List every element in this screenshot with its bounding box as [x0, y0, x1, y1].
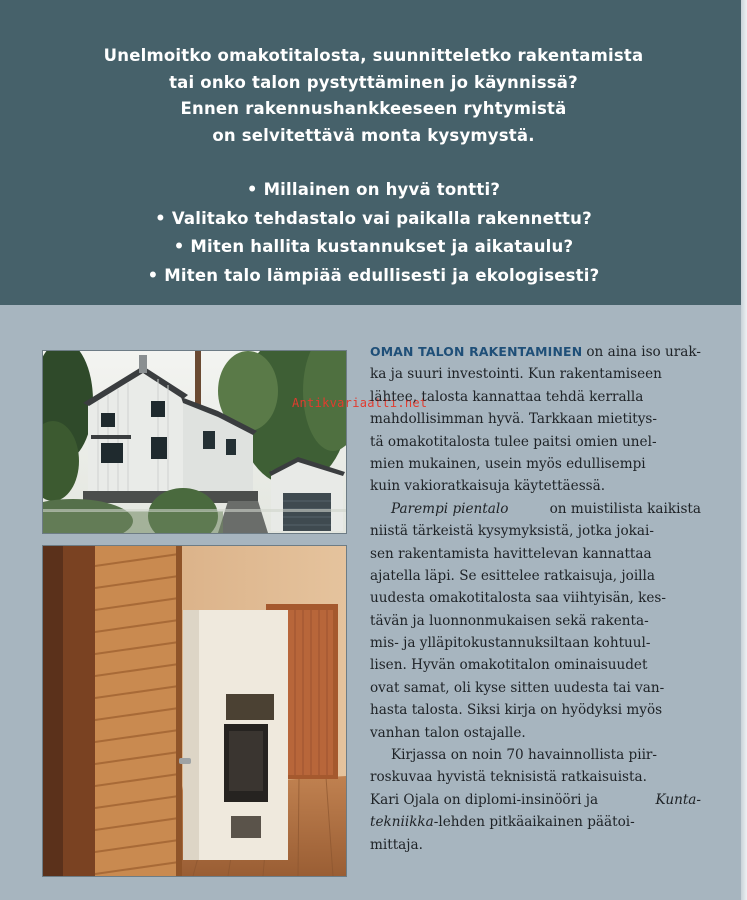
text-line [370, 498, 701, 520]
text-line: roskuvaa hyvistä teknisistä ratkaisuista. [370, 769, 647, 786]
house-illustration [43, 351, 346, 533]
text-line: mien mukainen, usein myös edullisempi [370, 455, 646, 472]
lead-heading: OMAN TALON RAKENTAMINEN [370, 344, 583, 359]
text-line: hasta talosta. Siksi kirja on hyödyksi myös [370, 702, 663, 719]
intro-line: on selvitettävä monta kysymystä. [212, 125, 535, 145]
book-title: Parempi pientalo [391, 500, 509, 517]
text-line: ka ja suuri investointi. Kun rakentamiseen [370, 366, 662, 383]
question-item: • Miten talo lämpiää edullisesti ja ekologisesti? [147, 265, 600, 285]
text-line: tä omakotitalosta tulee paitsi omien unel- [370, 433, 657, 450]
text-line: kuin vakioratkaisuja käytettäessä. [370, 478, 606, 495]
text-line: tävän ja luonnonmukaisen sekä rakenta- [370, 612, 649, 629]
text-line: lähtee, talosta kannattaa tehdä kerralla [370, 388, 644, 405]
magazine-title-end: tekniikka [370, 814, 434, 831]
page-edge [741, 0, 747, 900]
text-fragment: -lehden pitkäaikainen päätoi- [433, 814, 635, 831]
text-line: mittaja. [370, 836, 423, 853]
text-line: vanhan talon ostajalle. [370, 724, 526, 741]
text-fragment: Kari Ojala on diplomi-insinööri ja [370, 791, 599, 808]
intro-line: Unelmoitko omakotitalosta, suunnitteletko rakentamista [103, 46, 644, 65]
text-line: uudesta omakotitalosta saa viihtyisän, kes- [370, 590, 666, 607]
text-line [370, 789, 701, 811]
watermark: Antikvariaatti.net [292, 396, 428, 410]
magazine-title-start: Kunta- [655, 791, 701, 808]
magazine-line [370, 811, 635, 833]
text-fragment: on aina iso urak- [586, 344, 701, 360]
house-photo [42, 350, 347, 534]
intro-line: tai onko talon pystyttäminen jo käynnissä? [169, 72, 578, 92]
text-line [370, 811, 701, 833]
intro-text [0, 43, 747, 149]
top-band [0, 0, 747, 305]
text-line: ajatella läpi. Se esittelee ratkaisuja, joilla [370, 567, 655, 584]
text-line: niistä tärkeistä kysymyksistä, jotka jokai- [370, 523, 654, 540]
question-item: • Millainen on hyvä tontti? [246, 180, 501, 199]
text-fragment: on muistilista kaikista [549, 500, 701, 517]
question-item: • Miten hallita kustannukset ja aikataulu? [173, 237, 574, 256]
text-line: Kirjassa on noin 70 havainnollista piir- [391, 747, 658, 764]
description-text [370, 341, 701, 856]
question-list [0, 176, 747, 290]
text-line [370, 341, 701, 363]
intro-line: Ennen rakennushankkeeseen ryhtymistä [180, 99, 567, 118]
text-line: mis- ja ylläpitokustannuksiltaan kohtuul- [370, 635, 651, 652]
text-line: mahdollisimman hyvä. Tarkkaan mietitys- [370, 411, 658, 428]
text-line: sen rakentamista havittelevan kannattaa [370, 545, 652, 562]
interior-illustration [43, 546, 346, 876]
text-line: lisen. Hyvän omakotitalon ominaisuudet [370, 657, 648, 674]
question-item: • Valitako tehdastalo vai paikalla rakennettu? [155, 208, 592, 228]
text-line: ovat samat, oli kyse sitten uudesta tai van- [370, 679, 665, 696]
interior-photo [42, 545, 347, 877]
